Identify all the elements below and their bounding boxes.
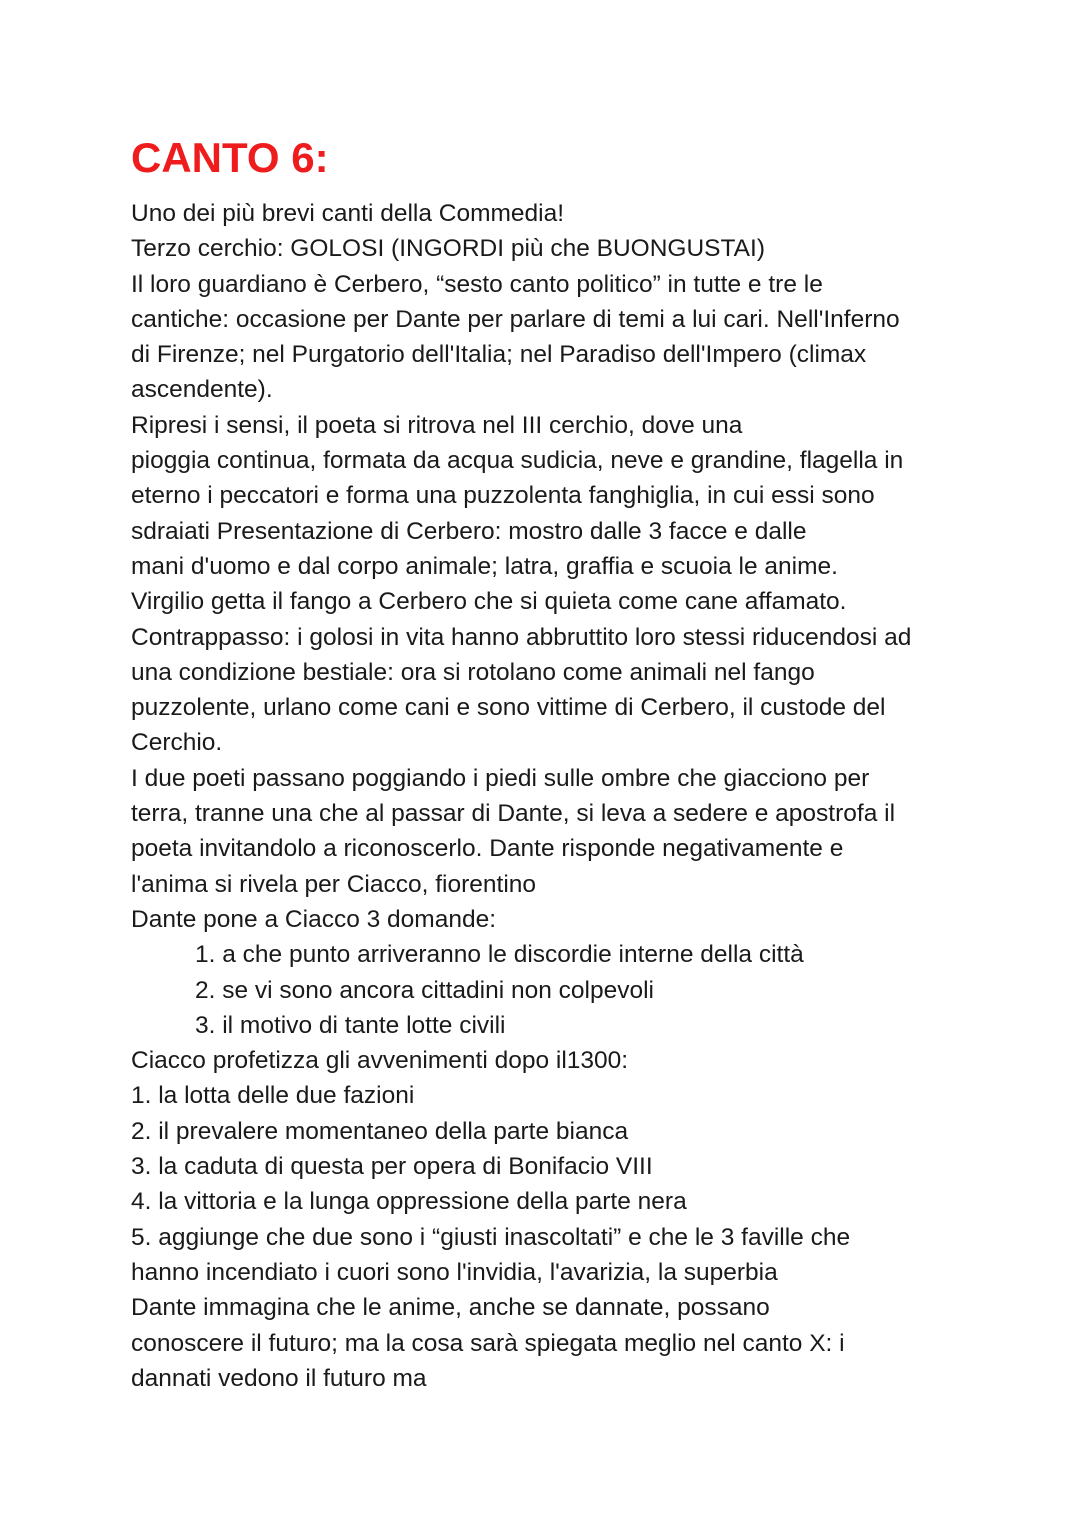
text-line: poeta invitandolo a riconoscerlo. Dante risponde negativamente e (131, 835, 844, 863)
document-page (131, 132, 961, 1396)
text-line: di Firenze; nel Purgatorio dell'Italia; nel Paradiso dell'Impero (climax (131, 341, 867, 369)
text-line: dannati vedono il futuro ma (131, 1364, 427, 1392)
text-line: mani d'uomo e dal corpo animale; latra, graffia e scuoia le anime. (131, 552, 838, 580)
list-item: 2. se vi sono ancora cittadini non colpevoli (195, 976, 654, 1004)
text-line: hanno incendiato i cuori sono l'invidia, l'avarizia, la superbia (131, 1258, 778, 1286)
text-line: 5. aggiunge che due sono i “giusti inascoltati” e che le 3 faville che (131, 1223, 851, 1251)
text-line: Cerchio. (131, 729, 223, 757)
document-body (131, 196, 961, 1396)
text-line: l'anima si rivela per Ciacco, fiorentino (131, 870, 537, 898)
text-line: terra, tranne una che al passar di Dante, si leva a sedere e apostrofa il (131, 800, 896, 828)
text-line: Uno dei più brevi canti della Commedia! (131, 200, 565, 227)
text-line: Ciacco profetizza gli avvenimenti dopo il1300: (131, 1047, 629, 1075)
text-line: Ripresi i sensi, il poeta si ritrova nel III cerchio, dove una (131, 411, 743, 439)
text-line: 3. la caduta di questa per opera di Bonifacio VIII (131, 1153, 653, 1181)
text-line: Virgilio getta il fango a Cerbero che si quieta come cane affamato. (131, 588, 847, 616)
list-item: 3. il motivo di tante lotte civili (195, 1011, 506, 1039)
list-item: 1. a che punto arriveranno le discordie interne della città (195, 941, 804, 969)
text-line: Dante immagina che le anime, anche se dannate, possano (131, 1294, 770, 1322)
text-line: 2. il prevalere momentaneo della parte bianca (131, 1117, 629, 1145)
page-title: CANTO 6: (131, 134, 329, 181)
text-line: cantiche: occasione per Dante per parlare di temi a lui cari. Nell'Inferno (131, 305, 900, 333)
text-line: pioggia continua, formata da acqua sudicia, neve e grandine, flagella in (131, 447, 904, 475)
text-line: Dante pone a Ciacco 3 domande: (131, 905, 497, 933)
text-line: Contrappasso: i golosi in vita hanno abbruttito loro stessi riducendosi ad (131, 623, 912, 651)
text-line: I due poeti passano poggiando i piedi sulle ombre che giacciono per (131, 764, 870, 792)
text-line: sdraiati Presentazione di Cerbero: mostro dalle 3 facce e dalle (131, 517, 807, 545)
text-line: 4. la vittoria e la lunga oppressione della parte nera (131, 1188, 687, 1216)
text-line: puzzolente, urlano come cani e sono vittime di Cerbero, il custode del (131, 694, 886, 722)
text-line: conoscere il futuro; ma la cosa sarà spiegata meglio nel canto X: i (131, 1329, 845, 1357)
text-line: una condizione bestiale: ora si rotolano come animali nel fango (131, 658, 815, 686)
text-line: Il loro guardiano è Cerbero, “sesto canto politico” in tutte e tre le (131, 270, 823, 298)
text-line: 1. la lotta delle due fazioni (131, 1082, 415, 1110)
text-line: eterno i peccatori e forma una puzzolenta fanghiglia, in cui essi sono (131, 482, 875, 510)
text-line: Terzo cerchio: GOLOSI (INGORDI più che BUONGUSTAI) (131, 235, 765, 263)
text-line: ascendente). (131, 376, 273, 404)
